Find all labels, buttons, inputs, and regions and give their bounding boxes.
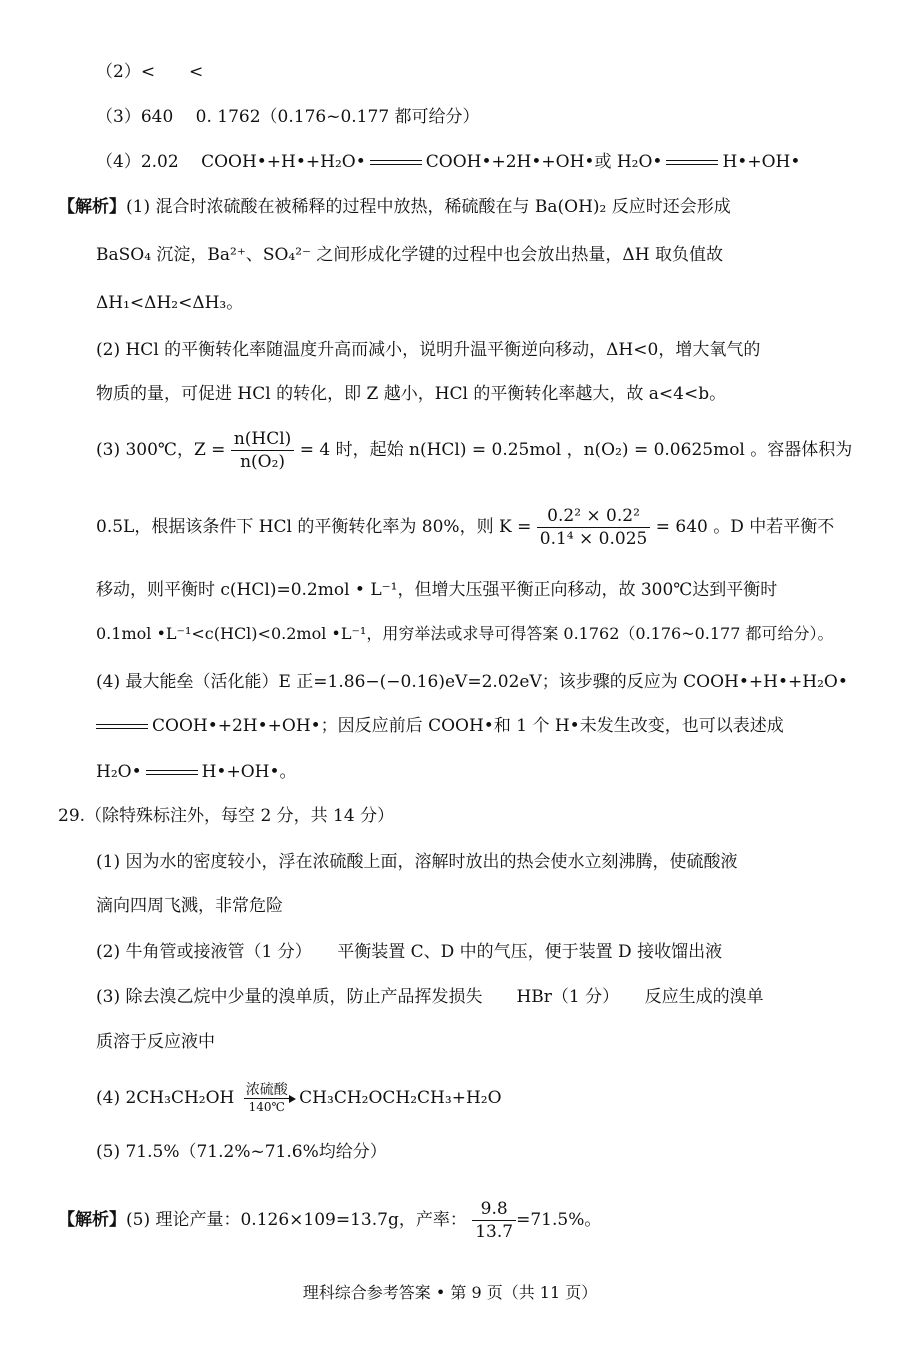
text: 29.（除特殊标注外，每空 2 分，共 14 分） [58,806,395,826]
equals-sign [146,770,198,775]
answer-line [96,938,844,966]
text: 移动，则平衡时 c(HCl)=0.2mol • L⁻¹，但增大压强平衡正向移动，故 300℃达到平衡时 [96,580,778,600]
analysis-line [96,712,844,740]
fraction-denominator: 0.1⁴ × 0.025 [539,529,648,549]
text: H•+OH•。 [201,762,297,782]
text: 物质的量，可促进 HCl 的转化，即 Z 越小，HCl 的平衡转化率越大，故 a<4<b。 [96,384,727,404]
text: (2) 牛角管或接液管（1 分） 平衡装置 C、D 中的气压，便于装置 D 接收馏出液 [96,942,723,962]
analysis-line [96,620,844,648]
text: (1) 混合时浓硫酸在被稀释的过程中放热，稀硫酸在与 Ba(OH)₂ 反应时还会形成 [126,197,731,217]
analysis-line [58,1198,844,1243]
analysis-tag: 【解析】 [58,1210,126,1230]
text: =71.5%。 [516,1210,602,1230]
text: BaSO₄ 沉淀，Ba²⁺、SO₄²⁻ 之间形成化学键的过程中也会放出热量，ΔH 取负值故 [96,245,723,265]
text: ΔH₁<ΔH₂<ΔH₃。 [96,293,244,313]
answer-line [96,58,844,86]
answer-line [96,983,844,1011]
text: (5) 理论产量：0.126×109=13.7g，产率： [126,1210,467,1230]
answer-line [96,1082,844,1115]
text: (4) 最大能垒（活化能）E 正=1.86−(−0.16)eV=2.02eV；该步骤的反应为 COOH•+H•+H₂O• [96,672,848,692]
text: (4) 2CH₃CH₂OH [96,1088,235,1108]
analysis-line [96,576,844,604]
page-footer: 理科综合参考答案 • 第 9 页（共 11 页） [302,1283,598,1302]
analysis-line [96,668,848,696]
answer-line [96,1138,844,1166]
text: H₂O• [96,762,142,782]
text: (3) 除去溴乙烷中少量的溴单质，防止产品挥发损失 HBr（1 分） 反应生成的溴单 [96,987,764,1007]
fraction-z [231,428,294,473]
equals-sign [96,724,148,729]
fraction-yield [472,1198,516,1243]
fraction-denominator: 13.7 [475,1222,514,1242]
fraction-numerator: 0.2² × 0.2² [537,505,651,528]
arrow-condition-bottom: 140℃ [248,1100,285,1114]
fraction-numerator: 9.8 [472,1198,516,1221]
text: = 4 时，起始 n(HCl) = 0.25mol ，n(O₂) = 0.0625mol 。容器体积为 [299,440,853,460]
equals-sign [370,160,422,165]
analysis-line [58,193,844,221]
analysis-line [96,380,844,408]
answer-line [96,103,844,131]
arrow-condition-top: 浓硫酸 [245,1082,288,1098]
answer-line [96,148,844,176]
text: = 640 。D 中若平衡不 [655,517,835,537]
answer-line [96,848,844,876]
reaction-arrow [244,1082,290,1115]
analysis-tag: 【解析】 [58,197,126,217]
equals-sign [666,160,718,165]
text: 0.1mol •L⁻¹<c(HCl)<0.2mol •L⁻¹，用穷举法或求导可得答案 0.1762（0.176~0.177 都可给分）。 [96,624,834,643]
text: 滴向四周飞溅，非常危险 [96,896,283,916]
analysis-line [96,241,844,269]
text: CH₃CH₂OCH₂CH₃+H₂O [299,1088,502,1108]
text: COOH•+2H•+OH•；因反应前后 COOH•和 1 个 H•未发生改变，也可以表述成 [152,716,784,736]
text: 0.5L，根据该条件下 HCl 的平衡转化率为 80%，则 K = [96,517,532,537]
text: (1) 因为水的密度较小，浮在浓硫酸上面，溶解时放出的热会使水立刻沸腾，使硫酸液 [96,852,738,872]
analysis-line [96,336,844,364]
text: (2) HCl 的平衡转化率随温度升高而减小，说明升温平衡逆向移动，ΔH<0，增大氧气的 [96,340,761,360]
fraction-numerator: n(HCl) [231,428,294,451]
text: （4）2.02 COOH•+H•+H₂O• [96,152,366,172]
analysis-line [96,505,844,550]
analysis-line [96,758,844,786]
question-heading [58,802,844,830]
text: （2）< < [96,62,204,82]
fraction-denominator: n(O₂) [240,452,286,472]
text: (3) 300℃，Z = [96,440,226,460]
answer-line [96,1028,844,1056]
analysis-line [96,289,844,317]
text: (5) 71.5%（71.2%~71.6%均给分） [96,1142,387,1162]
text: COOH•+2H•+OH•或 H₂O• [425,152,663,172]
analysis-line [96,428,853,473]
text: 质溶于反应液中 [96,1032,215,1052]
fraction-k [537,505,651,550]
answer-line [96,892,844,920]
text: H•+OH• [722,152,801,172]
text: （3）640 0. 1762（0.176~0.177 都可给分） [96,107,480,127]
